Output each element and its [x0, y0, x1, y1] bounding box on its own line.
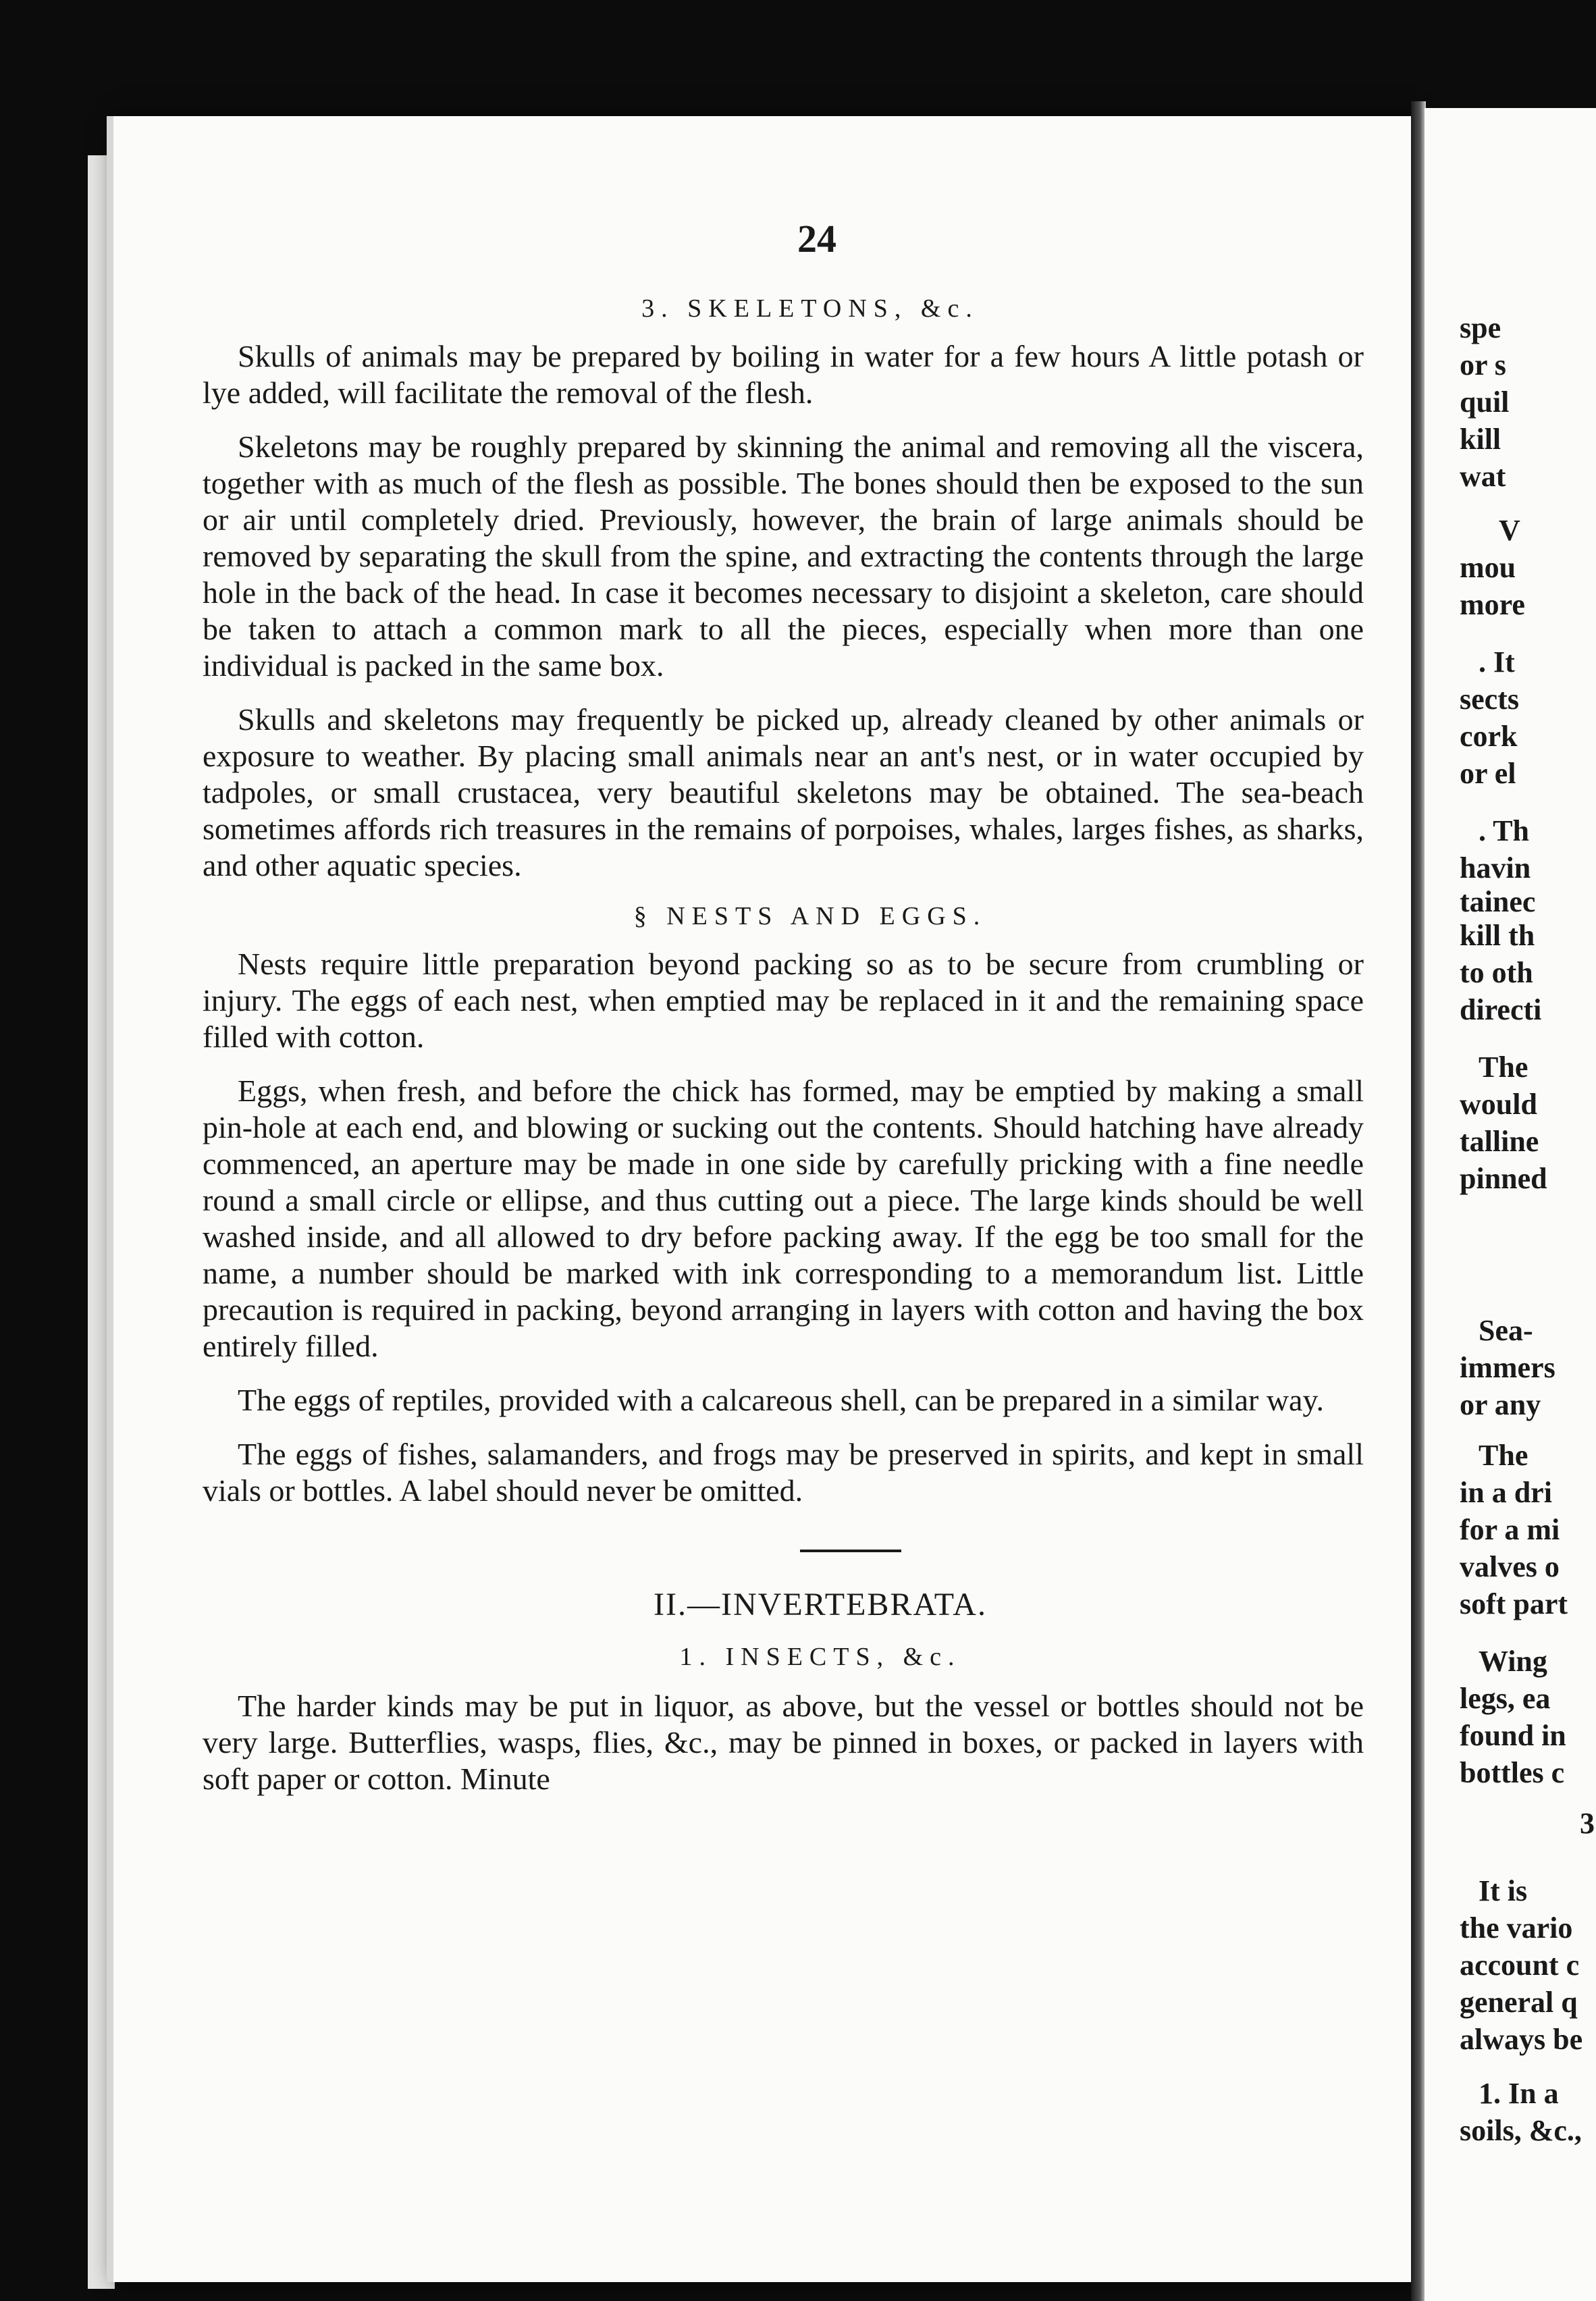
paragraph: The eggs of reptiles, provided with a calcareous shell, can be prepared in a similar way. [238, 1383, 1324, 1417]
facing-text-fragment: The [1479, 1439, 1528, 1472]
facing-text-fragment: . Th [1479, 814, 1530, 847]
page-content [203, 203, 1364, 1815]
facing-text-fragment: account c [1460, 1949, 1580, 1982]
page-number: 24 [797, 217, 836, 261]
facing-text-fragment: or any [1460, 1388, 1541, 1421]
facing-page [1425, 108, 1596, 2301]
facing-text-fragment: cork [1460, 720, 1518, 753]
facing-text-fragment: would [1460, 1088, 1537, 1121]
facing-text-fragment: tainec [1460, 885, 1536, 918]
facing-text-fragment: Sea- [1479, 1314, 1533, 1347]
facing-text-fragment: Wing [1479, 1645, 1547, 1678]
facing-text-fragment: 1. In a [1479, 2077, 1559, 2110]
paragraph: Nests require little preparation beyond packing so as to be secure from crumbling or injury. The eggs of each nest, when emptied may be replaced in it and the remaining space filled with cotton. [203, 947, 1364, 1054]
paragraph: The harder kinds may be put in liquor, as above, but the vessel or bottles should not be very large. Butterflies, wasps, flies, &c., may be pinned in boxes, or packed in layers with soft paper or cotton. Minute [203, 1689, 1364, 1796]
facing-text-fragment: immers [1460, 1351, 1555, 1384]
facing-text-fragment: quil [1460, 386, 1510, 419]
paragraph: Skulls and skeletons may frequently be picked up, already cleaned by other animals or exposure to weather. By placing small animals near an ant's nest, or in water occupied by tadpoles, or small crustacea, very beautiful skeletons may be obtained. The sea-beach sometimes affords rich treasures in the remains of porpoises, whales, larges fishes, as sharks, and other aquatic species. [203, 702, 1364, 882]
facing-text-fragment: V [1499, 514, 1520, 547]
paragraph: Skeletons may be roughly prepared by skinning the animal and removing all the viscera, together with as much of the flesh as possible. The bones should then be exposed to the sun or air until completely dried. Previously, however, the brain of large animals should be removed by separating the skull from the spine, and extracting the contents through the large hole in the back of the head. In case it becomes necessary to disjoint a skeleton, care should be taken to attach a common mark to all the pieces, especially when more than one individual is packed in the same box. [203, 429, 1364, 683]
facing-text-fragment: to oth [1460, 956, 1533, 989]
facing-text-fragment: soils, &c., [1460, 2114, 1582, 2147]
nests-eggs-heading: § NESTS AND EGGS. [633, 902, 987, 930]
facing-text-fragment: sects [1460, 683, 1519, 716]
facing-text-fragment: havin [1460, 851, 1531, 884]
facing-text-fragment: talline [1460, 1125, 1539, 1158]
book-gutter [1411, 101, 1426, 2301]
facing-text-fragment: legs, ea [1460, 1682, 1551, 1715]
facing-text-fragment: . It [1479, 645, 1515, 679]
paragraph: Skulls of animals may be prepared by boiling in water for a few hours A little potash or lye added, will facilitate the removal of the flesh. [203, 339, 1364, 410]
insects-subheading: 1. INSECTS, &c. [679, 1643, 961, 1671]
facing-text-fragment: always be [1460, 2023, 1583, 2056]
invertebrata-heading: II.—INVERTEBRATA. [654, 1587, 987, 1622]
facing-text-fragment: more [1460, 588, 1525, 621]
facing-text-fragment: kill th [1460, 919, 1535, 952]
facing-text-fragment: spe [1460, 311, 1501, 344]
facing-text-fragment: in a dri [1460, 1476, 1552, 1509]
facing-text-fragment: for a mi [1460, 1513, 1560, 1546]
facing-text-fragment: pinned [1460, 1162, 1547, 1195]
paragraph: The eggs of fishes, salamanders, and frogs may be preserved in spirits, and kept in small vials or bottles. A label should never be omitted. [203, 1437, 1364, 1508]
facing-text-fragment: the vario [1460, 1911, 1573, 1945]
skeletons-heading: 3. SKELETONS, &c. [641, 294, 979, 323]
facing-text-fragment: The [1479, 1051, 1528, 1084]
facing-text-fragment: 3 [1580, 1807, 1595, 1840]
facing-text-fragment: wat [1460, 460, 1506, 493]
facing-text-fragment: found in [1460, 1719, 1566, 1752]
facing-text-fragment: valves o [1460, 1550, 1560, 1583]
page-edge [88, 155, 115, 2289]
facing-text-fragment: or el [1460, 757, 1516, 790]
paragraph: Eggs, when fresh, and before the chick has formed, may be emptied by making a small pin-hole at each end, and blowing or sucking out the contents. Should hatching have already commenced, an aperture may be made in one side by carefully pricking with a fine needle round a small circle or ellipse, and thus cutting out a piece. The large kinds should be well washed inside, and all allowed to dry before packing away. If the egg be too small for the name, a number should be marked with ink corresponding to a memorandum list. Little precaution is required in packing, beyond arranging in layers with cotton and having the box entirely filled. [203, 1074, 1364, 1363]
facing-text-fragment: general q [1460, 1986, 1578, 2019]
facing-text-fragment: mou [1460, 551, 1516, 584]
facing-text-fragment: directi [1460, 993, 1542, 1026]
facing-text-fragment: It is [1479, 1874, 1528, 1907]
section-divider [800, 1550, 901, 1552]
facing-text-fragment: or s [1460, 348, 1506, 381]
facing-text-fragment: kill [1460, 423, 1501, 456]
facing-text-fragment: bottles c [1460, 1756, 1565, 1789]
facing-text-fragment: soft part [1460, 1587, 1568, 1620]
